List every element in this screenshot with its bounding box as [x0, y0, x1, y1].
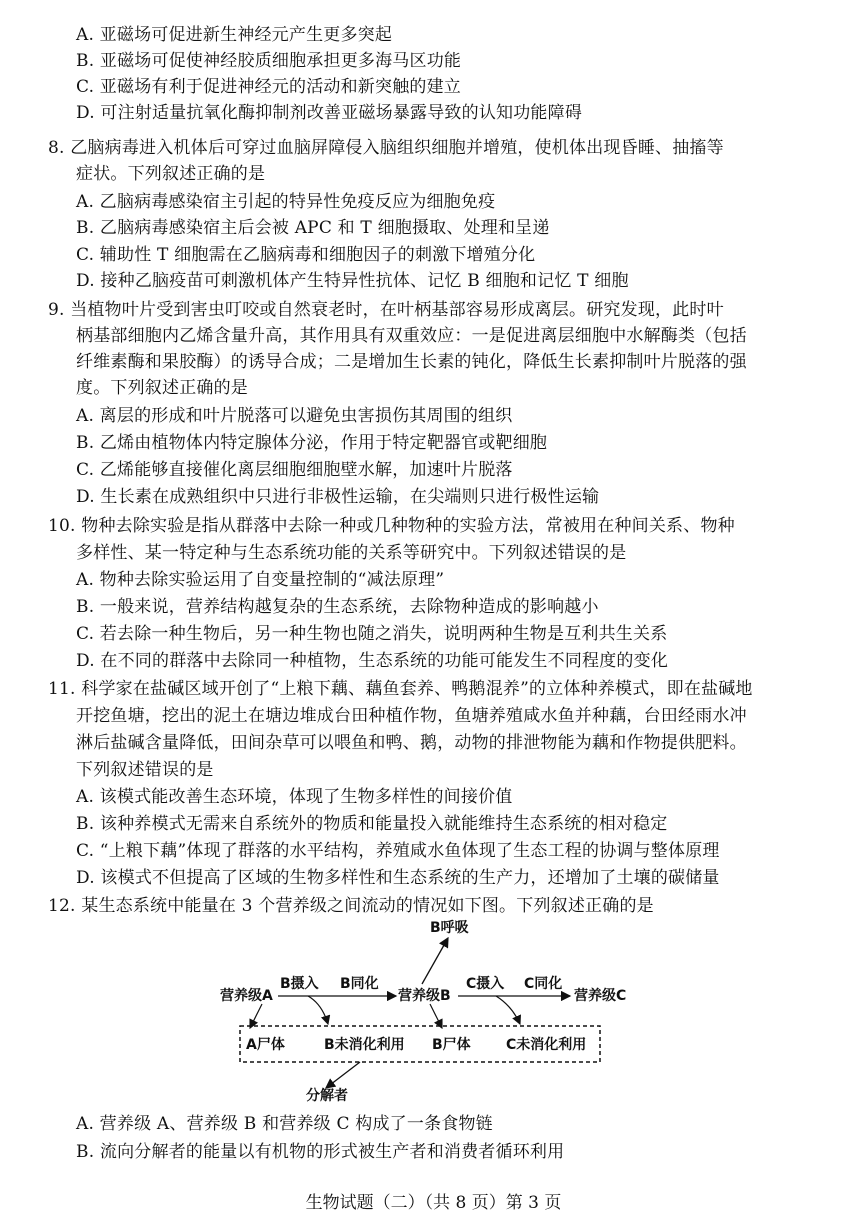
- q10-option-d: D. 在不同的群落中去除同一种植物，生态系统的功能可能发生不同程度的变化: [76, 651, 669, 671]
- q9-option-d: D. 生长素在成熟组织中只进行非极性运输，在尖端则只进行极性运输: [76, 487, 600, 507]
- energy-flow-diagram: [210, 918, 670, 1103]
- label-b-assim: B同化: [340, 976, 379, 992]
- arrow-b-undigested: [308, 996, 328, 1024]
- q10-option-a: A. 物种去除实验运用了自变量控制的“减法原理”: [76, 570, 445, 590]
- q11-option-d: D. 该模式不但提高了区域的生物多样性和生态系统的生产力，还增加了土壤的碳储量: [76, 868, 720, 888]
- label-level-c: 营养级C: [574, 988, 627, 1004]
- arrow-a-to-corpse: [250, 1004, 262, 1028]
- label-c-undigested: C未消化利用: [506, 1037, 587, 1053]
- q8-option-b: B. 乙脑病毒感染宿主后会被 APC 和 T 细胞摄取、处理和呈递: [76, 218, 550, 238]
- arrow-to-decomposer: [326, 1062, 360, 1088]
- q10-stem-line-2: 多样性、某一特定种与生态系统功能的关系等研究中。下列叙述错误的是: [76, 543, 627, 563]
- q9-option-c: C. 乙烯能够直接催化离层细胞细胞壁水解，加速叶片脱落: [76, 460, 513, 480]
- q11-stem-line-1: 11. 科学家在盐碱区域开创了“上粮下藕、藕鱼套养、鸭鹅混养”的立体种养模式，即在盐碱地: [48, 679, 753, 699]
- arrow-c-undigested: [496, 996, 520, 1024]
- q7-option-d: D. 可注射适量抗氧化酶抑制剂改善亚磁场暴露导致的认知功能障碍: [76, 103, 583, 123]
- q9-stem-line-4: 度。下列叙述正确的是: [76, 378, 248, 398]
- q11-stem-line-2: 开挖鱼塘，挖出的泥土在塘边堆成台田种植作物，鱼塘养殖咸水鱼并种藕，台田经雨水冲: [76, 706, 747, 726]
- label-level-b: 营养级B: [398, 988, 451, 1004]
- label-b-respiration: B呼吸: [430, 920, 469, 936]
- label-level-a: 营养级A: [220, 988, 273, 1004]
- q11-option-b: B. 该种养模式无需来自系统外的物质和能量投入就能维持生态系统的相对稳定: [76, 814, 668, 834]
- q9-stem-line-3: 纤维素酶和果胶酶）的诱导合成；二是增加生长素的钝化，降低生长素抑制叶片脱落的强: [76, 352, 747, 372]
- q11-option-a: A. 该模式能改善生态环境，体现了生物多样性的间接价值: [76, 787, 513, 807]
- q9-option-a: A. 离层的形成和叶片脱落可以避免虫害损伤其周围的组织: [76, 406, 513, 426]
- label-a-corpse: A尸体: [246, 1037, 285, 1053]
- q11-stem-line-4: 下列叙述错误的是: [76, 760, 214, 780]
- label-b-corpse: B尸体: [432, 1037, 471, 1053]
- q10-stem-line-1: 10. 物种去除实验是指从群落中去除一种或几种物种的实验方法，常被用在种间关系、物种: [48, 516, 735, 536]
- label-decomposer: 分解者: [306, 1088, 348, 1103]
- q9-stem-line-2: 柄基部细胞内乙烯含量升高，其作用具有双重效应：一是促进离层细胞中水解酶类（包括: [76, 326, 747, 346]
- q8-stem-line-2: 症状。下列叙述正确的是: [76, 164, 266, 184]
- label-c-assim: C同化: [524, 976, 563, 992]
- q12-stem: 12. 某生态系统中能量在 3 个营养级之间流动的情况如下图。下列叙述正确的是: [48, 896, 654, 916]
- page-footer: 生物试题（二）（共 8 页）第 3 页: [305, 1193, 562, 1213]
- label-b-ingest: B摄入: [280, 976, 319, 992]
- label-b-undigested: B未消化利用: [324, 1037, 405, 1053]
- q10-option-c: C. 若去除一种生物后，另一种生物也随之消失，说明两种生物是互利共生关系: [76, 624, 668, 644]
- q11-stem-line-3: 淋后盐碱含量降低，田间杂草可以喂鱼和鸭、鹅，动物的排泄物能为藕和作物提供肥料。: [76, 733, 747, 753]
- q8-option-c: C. 辅助性 T 细胞需在乙脑病毒和细胞因子的刺激下增殖分化: [76, 245, 536, 265]
- arrow-b-to-corpse: [430, 1004, 442, 1028]
- q9-stem-line-1: 9. 当植物叶片受到害虫叮咬或自然衰老时，在叶柄基部容易形成离层。研究发现，此时叶: [48, 300, 724, 320]
- q8-option-d: D. 接种乙脑疫苗可刺激机体产生特异性抗体、记忆 B 细胞和记忆 T 细胞: [76, 271, 629, 291]
- q9-option-b: B. 乙烯由植物体内特定腺体分泌，作用于特定靶器官或靶细胞: [76, 433, 548, 453]
- q7-option-a: A. 亚磁场可促进新生神经元产生更多突起: [76, 25, 393, 45]
- arrow-b-respiration: [422, 938, 448, 984]
- q7-option-c: C. 亚磁场有利于促进神经元的活动和新突触的建立: [76, 77, 462, 97]
- q8-stem-line-1: 8. 乙脑病毒进入机体后可穿过血脑屏障侵入脑组织细胞并增殖，使机体出现昏睡、抽搐等: [48, 138, 724, 158]
- q11-option-c: C. “上粮下藕”体现了群落的水平结构，养殖咸水鱼体现了生态工程的协调与整体原理: [76, 841, 720, 861]
- label-c-ingest: C摄入: [466, 976, 505, 992]
- q7-option-b: B. 亚磁场可促使神经胶质细胞承担更多海马区功能: [76, 51, 462, 71]
- q12-option-b: B. 流向分解者的能量以有机物的形式被生产者和消费者循环利用: [76, 1142, 565, 1162]
- q10-option-b: B. 一般来说，营养结构越复杂的生态系统，去除物种造成的影响越小: [76, 597, 599, 617]
- q8-option-a: A. 乙脑病毒感染宿主引起的特异性免疫反应为细胞免疫: [76, 192, 496, 212]
- q12-option-a: A. 营养级 A、营养级 B 和营养级 C 构成了一条食物链: [76, 1114, 493, 1134]
